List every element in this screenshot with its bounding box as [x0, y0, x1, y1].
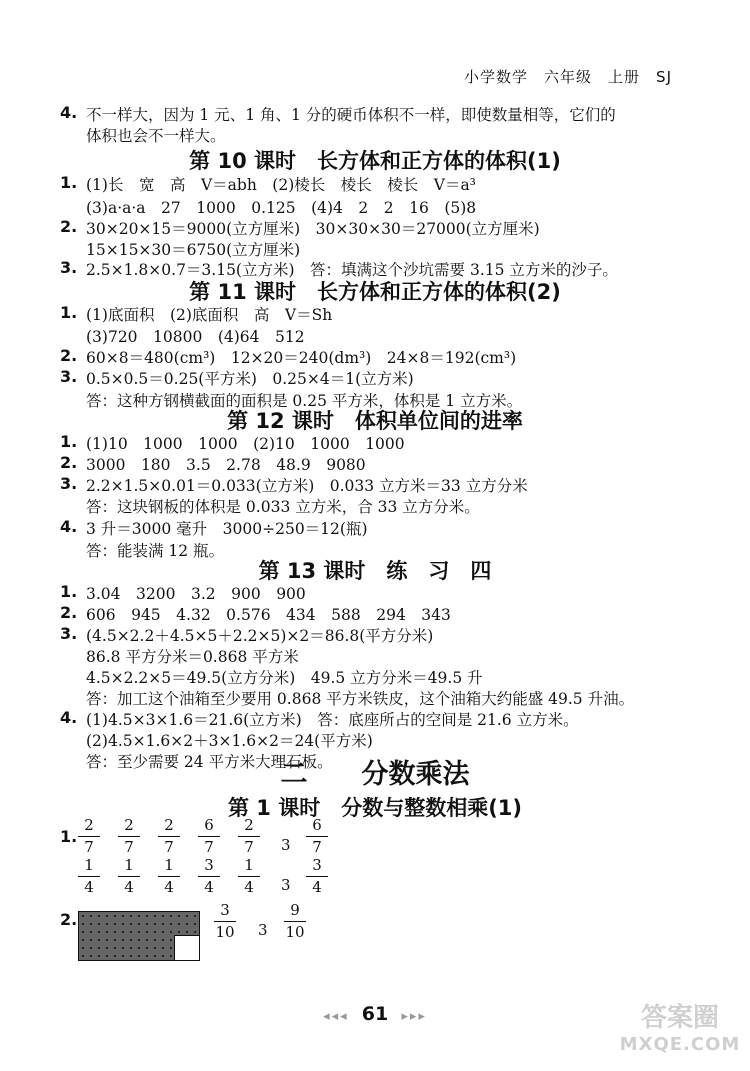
- fraction: [238, 857, 260, 896]
- whole-number: 3: [281, 836, 291, 854]
- denominator: 4: [84, 878, 94, 896]
- numerator: 2: [124, 816, 134, 834]
- answer-line: 60×8＝480(cm³) 12×20＝240(dm³) 24×8＝192(cm³): [86, 349, 517, 367]
- fraction: [158, 857, 180, 896]
- nav-left-icon: ◂◂◂: [323, 1009, 349, 1024]
- numerator: 2: [84, 816, 94, 834]
- answer-line: 3.04 3200 3.2 900 900: [86, 585, 306, 603]
- denominator: 4: [312, 878, 322, 896]
- denominator: 10: [285, 923, 305, 941]
- item-number: 1.: [60, 173, 78, 192]
- numerator: 1: [164, 856, 174, 874]
- answer-line: 86.8 平方分米＝0.868 平方米: [86, 648, 299, 666]
- denominator: 7: [312, 838, 322, 856]
- answer-line: 答：能装满 12 瓶。: [86, 542, 225, 560]
- lesson-title: 第 1 课时 分数与整数相乘(1): [227, 796, 523, 820]
- answer-line: 0.5×0.5＝0.25(平方米) 0.25×4＝1(立方米): [86, 370, 414, 388]
- answer-line: (3)720 10800 (4)64 512: [86, 328, 305, 346]
- item-number: 4.: [60, 517, 78, 536]
- item-number: 1.: [60, 303, 78, 322]
- answer-line: 4.5×2.2×5＝49.5(立方分米) 49.5 立方分米＝49.5 升: [86, 669, 483, 687]
- watermark-text: 答案圈: [640, 1003, 719, 1033]
- denominator: 4: [204, 878, 214, 896]
- answer-line: 答：这块钢板的体积是 0.033 立方米，合 33 立方分米。: [86, 498, 480, 516]
- item-number: 2.: [60, 910, 78, 929]
- unshaded-cell: [174, 935, 199, 960]
- answer-line: (1)10 1000 1000 (2)10 1000 1000: [86, 435, 405, 453]
- answer-line: (4.5×2.2＋4.5×5＋2.2×5)×2＝86.8(平方分米): [86, 627, 434, 645]
- item-text: 不一样大，因为 1 元、1 角、1 分的硬币体积不一样，即使数量相等，它们的: [86, 106, 616, 124]
- fraction: [306, 817, 328, 856]
- numerator: 1: [84, 856, 94, 874]
- denominator: 7: [84, 838, 94, 856]
- numerator: 2: [244, 816, 254, 834]
- fraction-bar: [158, 836, 180, 837]
- item-number: 1.: [60, 827, 78, 846]
- item-number: 1.: [60, 582, 78, 601]
- answer-line: (1)底面积 (2)底面积 高 V＝Sh: [86, 306, 333, 324]
- answer-line: 15×15×30＝6750(立方厘米): [86, 241, 301, 259]
- numerator: 2: [164, 816, 174, 834]
- fraction: [214, 902, 236, 941]
- answer-line: 606 945 4.32 0.576 434 588 294 343: [86, 606, 451, 624]
- numerator: 3: [204, 856, 214, 874]
- denominator: 7: [124, 838, 134, 856]
- fraction-bar: [78, 876, 100, 877]
- lesson-title: 第 12 课时 体积单位间的进率: [227, 409, 523, 433]
- answer-line: 3 升＝3000 毫升 3000÷250＝12(瓶): [86, 520, 368, 538]
- item-number: 2.: [60, 346, 78, 365]
- fraction-bar: [306, 876, 328, 877]
- denominator: 7: [244, 838, 254, 856]
- fraction: [78, 857, 100, 896]
- fraction: [118, 857, 140, 896]
- page-number: 61: [361, 1003, 389, 1025]
- page-header: 小学数学 六年级 上册 SJ: [464, 68, 672, 86]
- fraction: [78, 817, 100, 856]
- answer-line: 2.5×1.8×0.7＝3.15(立方米) 答：填满这个沙坑需要 3.15 立方米的沙子。: [86, 261, 618, 279]
- numerator: 3: [312, 856, 322, 874]
- watermark-logo: [616, 997, 744, 1065]
- answer-line: (1)长 宽 高 V＝abh (2)棱长 棱长 棱长 V＝a³: [86, 176, 476, 194]
- denominator: 7: [204, 838, 214, 856]
- lesson-title: 第 13 课时 练 习 四: [258, 559, 492, 583]
- watermark-url: MXQE.COM: [619, 1034, 741, 1055]
- item-number: 3.: [60, 474, 78, 493]
- fraction-bar: [238, 876, 260, 877]
- fraction: [284, 902, 306, 941]
- item-text: 体积也会不一样大。: [86, 127, 226, 145]
- item-number: 2.: [60, 217, 78, 236]
- item-number: 2.: [60, 603, 78, 622]
- answer-line: (1)4.5×3×1.6＝21.6(立方米) 答：底座所占的空间是 21.6 立方米。: [86, 711, 579, 729]
- denominator: 4: [244, 878, 254, 896]
- numerator: 1: [244, 856, 254, 874]
- answer-line: (2)4.5×1.6×2＋3×1.6×2＝24(平方米): [86, 732, 373, 750]
- answer-line: 3000 180 3.5 2.78 48.9 9080: [86, 456, 366, 474]
- fraction: [238, 817, 260, 856]
- fraction: [306, 857, 328, 896]
- fraction: [158, 817, 180, 856]
- lesson-title: 第 10 课时 长方体和正方体的体积(1): [189, 149, 561, 173]
- lesson-title: 第 11 课时 长方体和正方体的体积(2): [189, 280, 561, 304]
- shaded-grid-figure: [78, 911, 200, 961]
- item-number: 3.: [60, 258, 78, 277]
- fraction: [118, 817, 140, 856]
- fraction-bar: [118, 876, 140, 877]
- answer-line: 答：这种方钢横截面的面积是 0.25 平方米，体积是 1 立方米。: [86, 392, 523, 410]
- numerator: 6: [204, 816, 214, 834]
- fraction-bar: [306, 836, 328, 837]
- item-number: 2.: [60, 453, 78, 472]
- item-number: 3.: [60, 367, 78, 386]
- fraction-bar: [238, 836, 260, 837]
- answer-line: 答：加工这个油箱至少要用 0.868 平方米铁皮，这个油箱大约能盛 49.5 升油。: [86, 690, 635, 708]
- nav-right-icon: ▸▸▸: [401, 1009, 427, 1024]
- denominator: 4: [124, 878, 134, 896]
- fraction-bar: [198, 876, 220, 877]
- answer-line: (3)a·a·a 27 1000 0.125 (4)4 2 2 16 (5)8: [86, 199, 477, 217]
- fraction-bar: [214, 921, 236, 922]
- fraction-bar: [198, 836, 220, 837]
- numerator: 1: [124, 856, 134, 874]
- fraction: [198, 817, 220, 856]
- chapter-title: 二 分数乘法: [280, 759, 470, 790]
- item-number: 1.: [60, 432, 78, 451]
- item-number: 3.: [60, 624, 78, 643]
- fraction-bar: [284, 921, 306, 922]
- whole-number: 3: [258, 921, 268, 939]
- answer-line: 2.2×1.5×0.01＝0.033(立方米) 0.033 立方米＝33 立方分米: [86, 477, 528, 495]
- item-number: 4.: [60, 103, 78, 122]
- fraction: [198, 857, 220, 896]
- answer-line: 30×20×15＝9000(立方厘米) 30×30×30＝27000(立方厘米): [86, 220, 540, 238]
- numerator: 9: [290, 901, 300, 919]
- fraction-bar: [158, 876, 180, 877]
- denominator: 4: [164, 878, 174, 896]
- answer-line: 答：至少需要 24 平方米大理石板。: [86, 753, 333, 771]
- fraction-bar: [118, 836, 140, 837]
- numerator: 3: [220, 901, 230, 919]
- whole-number: 3: [281, 876, 291, 894]
- item-number: 4.: [60, 708, 78, 727]
- denominator: 10: [215, 923, 235, 941]
- numerator: 6: [312, 816, 322, 834]
- fraction-bar: [78, 836, 100, 837]
- denominator: 7: [164, 838, 174, 856]
